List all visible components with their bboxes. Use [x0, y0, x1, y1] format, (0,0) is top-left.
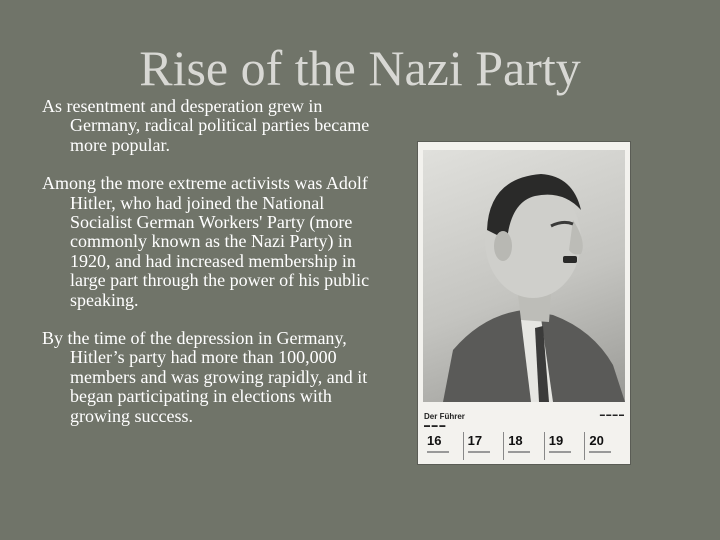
calendar-day-label-mark	[589, 451, 611, 453]
calendar-note-mark: ▬ ▬ ▬ ▬	[599, 412, 624, 418]
calendar-day-cell	[584, 432, 625, 460]
portrait-image	[423, 150, 625, 402]
calendar-header	[424, 410, 624, 432]
calendar-day-cell	[463, 432, 504, 460]
calendar-photo	[418, 142, 630, 464]
calendar-day-label-mark	[427, 451, 449, 453]
calendar-day: 16	[427, 433, 442, 448]
slide-body	[42, 97, 372, 426]
calendar-day: 20	[589, 433, 604, 448]
calendar-day: 18	[508, 433, 523, 448]
paragraph-hitler: Among the more extreme activists was Adolf Hitler, who had joined the National Socialist German Workers' Party (more commonly known as the Nazi Party) in 1920, and had increased membership in large part through the power of his public speaking.	[42, 173, 370, 310]
calendar-day-label-mark	[508, 451, 530, 453]
calendar-days	[423, 432, 625, 460]
calendar-day-cell	[503, 432, 544, 460]
calendar-day-cell	[544, 432, 585, 460]
paragraph-resentment: As resentment and desperation grew in Germany, radical political parties became more popular.	[42, 96, 370, 155]
calendar-day-label-mark	[549, 451, 571, 453]
portrait-illustration	[423, 150, 625, 402]
calendar-day-cell	[423, 432, 463, 460]
calendar-caption: Der Führer	[424, 412, 465, 421]
calendar-day: 17	[467, 433, 483, 448]
calendar-day: 19	[548, 433, 564, 448]
calendar-day-label-mark	[468, 451, 490, 453]
slide-title: Rise of the Nazi Party	[139, 40, 581, 96]
calendar-month-mark: ▬ ▬ ▬	[424, 423, 446, 429]
paragraph-depression: By the time of the depression in Germany, Hitler’s party had more than 100,000 members and was growing rapidly, and it began participating in elections with growing success.	[42, 328, 368, 426]
